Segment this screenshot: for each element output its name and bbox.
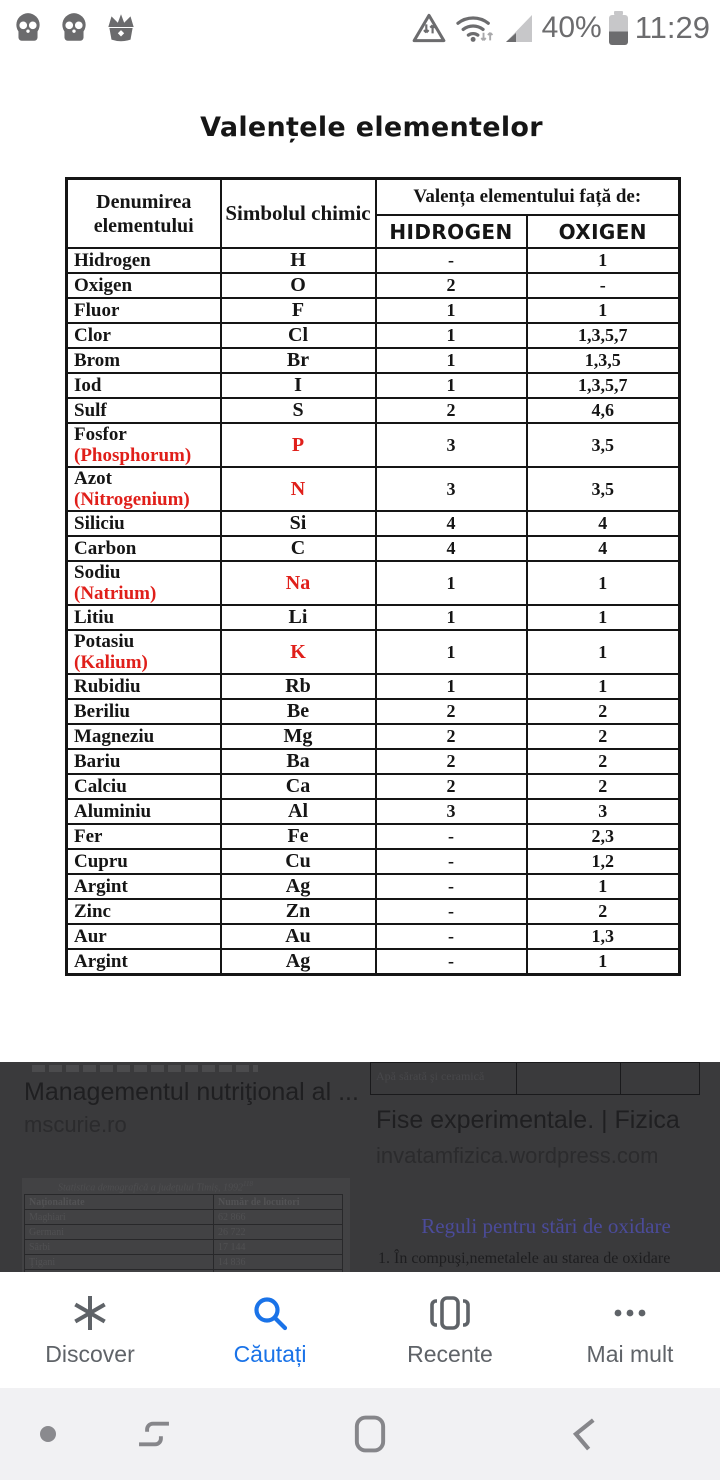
cell-valence-hydrogen: 1	[376, 561, 527, 605]
stats-cell-count: 17 144	[214, 1240, 343, 1255]
cell-chemical-symbol: N	[221, 467, 376, 511]
tab-more[interactable]	[540, 1272, 720, 1388]
stats-cell-count: 26 722	[214, 1225, 343, 1240]
cell-element-name	[67, 348, 221, 373]
element-row	[67, 373, 680, 398]
dimmed-results-section	[0, 1062, 720, 1272]
element-name-text: Aluminiu	[74, 801, 152, 822]
cell-chemical-symbol: Ca	[221, 774, 376, 799]
cell-valence-oxygen: 2	[527, 749, 680, 774]
element-row	[67, 924, 680, 949]
cell-valence-hydrogen: 4	[376, 511, 527, 536]
element-row	[67, 699, 680, 724]
cell-element-name	[67, 398, 221, 423]
cell-element-name	[67, 605, 221, 630]
battery-percent: 40%	[541, 11, 602, 44]
element-row	[67, 273, 680, 298]
cell-valence-hydrogen: 2	[376, 749, 527, 774]
signal-icon	[503, 11, 535, 45]
cell-valence-hydrogen: 2	[376, 774, 527, 799]
cell-valence-oxygen: 2	[527, 724, 680, 749]
element-row	[67, 248, 680, 273]
element-row	[67, 849, 680, 874]
cell-valence-hydrogen: 1	[376, 348, 527, 373]
element-row	[67, 749, 680, 774]
data-saver-icon	[411, 10, 447, 46]
cell-valence-oxygen: 1	[527, 248, 680, 273]
element-name-text: Sulf	[74, 400, 107, 421]
more-icon	[609, 1293, 651, 1333]
search-icon	[250, 1293, 290, 1333]
cell-valence-hydrogen: 3	[376, 467, 527, 511]
cell-valence-hydrogen: 2	[376, 273, 527, 298]
fragment-cell: Apă sărată şi ceramică	[371, 1063, 517, 1094]
element-name-text: Calciu	[74, 776, 127, 797]
wifi-icon	[454, 10, 496, 46]
result-source: invatamfizica.wordpress.com	[376, 1143, 659, 1168]
element-name-text: Oxigen	[74, 275, 133, 296]
cell-valence-oxygen: 4,6	[527, 398, 680, 423]
cell-chemical-symbol: Li	[221, 605, 376, 630]
cell-valence-hydrogen: 4	[376, 536, 527, 561]
cell-chemical-symbol: Cu	[221, 849, 376, 874]
cell-valence-hydrogen: 2	[376, 724, 527, 749]
stats-header: Naţionalitate	[25, 1195, 214, 1210]
tab-recents[interactable]	[360, 1272, 540, 1388]
cell-chemical-symbol: S	[221, 398, 376, 423]
cell-chemical-symbol: Al	[221, 799, 376, 824]
stats-cell-nationality: Sârbi	[25, 1240, 214, 1255]
element-row	[67, 298, 680, 323]
cell-valence-hydrogen: 1	[376, 630, 527, 674]
element-name-text: Potasiu	[74, 631, 135, 652]
recent-apps-icon	[131, 1413, 177, 1455]
cell-chemical-symbol: P	[221, 423, 376, 467]
element-latin-name: (Phosphorum)	[74, 445, 192, 466]
cell-valence-oxygen: 2	[527, 699, 680, 724]
header-element-name: Denumirea elementului	[67, 179, 221, 249]
cell-element-name	[67, 924, 221, 949]
element-name-text: Litiu	[74, 607, 115, 628]
tab-discover[interactable]	[0, 1272, 180, 1388]
cell-valence-oxygen: 1,3,5,7	[527, 323, 680, 348]
cell-valence-oxygen: 1,3	[527, 924, 680, 949]
back-icon	[563, 1412, 605, 1456]
cell-chemical-symbol: H	[221, 248, 376, 273]
valence-table-body	[67, 248, 680, 975]
result-source: mscurie.ro	[24, 1112, 127, 1137]
element-name-text: Beriliu	[74, 701, 130, 722]
recents-icon	[429, 1293, 471, 1333]
result-heading: Reguli pentru stări de oxidare	[421, 1214, 671, 1238]
cell-chemical-symbol: Au	[221, 924, 376, 949]
element-latin-name: (Kalium)	[74, 652, 148, 673]
result-body-line: 1. În compuşi,nemetalele au starea de oxidare	[378, 1250, 671, 1267]
element-name-text: Brom	[74, 350, 121, 371]
element-name-text: Cupru	[74, 851, 128, 872]
cell-valence-oxygen: 3,5	[527, 423, 680, 467]
result-title[interactable]: Managementul nutriţional al ...	[24, 1078, 359, 1106]
cell-valence-hydrogen: -	[376, 899, 527, 924]
element-row	[67, 824, 680, 849]
element-row	[67, 674, 680, 699]
element-row	[67, 724, 680, 749]
cell-element-name	[67, 467, 221, 511]
element-name-text: Fer	[74, 826, 103, 847]
element-row	[67, 605, 680, 630]
element-name-text: Aur	[74, 926, 107, 947]
stats-cell-count: 14 836	[214, 1255, 343, 1270]
tab-label: Recente	[407, 1340, 493, 1367]
cell-chemical-symbol: Zn	[221, 899, 376, 924]
app-bottom-nav	[0, 1272, 720, 1388]
element-name-text: Argint	[74, 951, 128, 972]
element-row	[67, 323, 680, 348]
fragment-cell	[517, 1063, 621, 1094]
cell-valence-oxygen: 1	[527, 674, 680, 699]
element-latin-name: (Nitrogenium)	[74, 489, 190, 510]
cell-valence-oxygen: 4	[527, 511, 680, 536]
header-oxygen: OXIGEN	[527, 215, 680, 248]
cell-element-name	[67, 423, 221, 467]
header-hydrogen: HIDROGEN	[376, 215, 527, 248]
cell-element-name	[67, 749, 221, 774]
element-name-text: Sodiu	[74, 562, 121, 583]
element-name-text: Rubidiu	[74, 676, 141, 697]
cell-valence-hydrogen: -	[376, 949, 527, 975]
stats-row	[25, 1225, 343, 1240]
cell-chemical-symbol: Si	[221, 511, 376, 536]
crown-icon	[102, 10, 140, 46]
tab-label: Căutați	[233, 1340, 307, 1367]
result-title[interactable]: Fise experimentale. | Fizica	[376, 1106, 680, 1134]
cell-chemical-symbol: Ag	[221, 874, 376, 899]
cell-valence-hydrogen: 2	[376, 699, 527, 724]
result-thumbnail-fragment[interactable]	[22, 1178, 350, 1272]
status-bar	[0, 0, 720, 56]
element-name-text: Argint	[74, 876, 128, 897]
notification-icons	[10, 10, 140, 46]
cell-valence-oxygen: 1,3,5	[527, 348, 680, 373]
cell-element-name	[67, 298, 221, 323]
system-nav-bar	[0, 1388, 720, 1480]
cell-chemical-symbol: I	[221, 373, 376, 398]
fragment-cell	[621, 1063, 699, 1094]
cell-valence-oxygen: 2,3	[527, 824, 680, 849]
cell-valence-oxygen: 1,2	[527, 849, 680, 874]
element-name-text: Zinc	[74, 901, 111, 922]
cell-element-name	[67, 899, 221, 924]
element-name-text: Clor	[74, 325, 111, 346]
cell-chemical-symbol: F	[221, 298, 376, 323]
element-row	[67, 511, 680, 536]
cell-element-name	[67, 949, 221, 975]
cell-element-name	[67, 273, 221, 298]
cell-element-name	[67, 561, 221, 605]
cell-element-name	[67, 536, 221, 561]
cell-valence-oxygen: -	[527, 273, 680, 298]
cell-chemical-symbol: O	[221, 273, 376, 298]
cell-valence-hydrogen: 1	[376, 323, 527, 348]
cell-element-name	[67, 248, 221, 273]
element-name-text: Iod	[74, 375, 102, 396]
element-row	[67, 899, 680, 924]
status-icons	[411, 10, 710, 46]
cell-element-name	[67, 824, 221, 849]
cell-valence-oxygen: 1	[527, 605, 680, 630]
truncated-caption-line	[32, 1065, 258, 1072]
element-name-text: Carbon	[74, 538, 137, 559]
cell-element-name	[67, 699, 221, 724]
element-row	[67, 630, 680, 674]
cell-chemical-symbol: Ba	[221, 749, 376, 774]
cell-element-name	[67, 511, 221, 536]
cell-valence-hydrogen: -	[376, 874, 527, 899]
cell-element-name	[67, 849, 221, 874]
recent-apps-button[interactable]	[131, 1413, 177, 1455]
cell-valence-hydrogen: 3	[376, 423, 527, 467]
back-button[interactable]	[563, 1412, 605, 1456]
cell-valence-hydrogen: -	[376, 248, 527, 273]
cell-valence-hydrogen: -	[376, 824, 527, 849]
cell-valence-oxygen: 1	[527, 630, 680, 674]
element-row	[67, 398, 680, 423]
element-name-text: Fosfor	[74, 424, 127, 445]
cell-valence-hydrogen: -	[376, 924, 527, 949]
element-name-text: Hidrogen	[74, 250, 151, 271]
cell-valence-oxygen: 2	[527, 899, 680, 924]
nav-pin-dot[interactable]	[40, 1426, 56, 1442]
cell-chemical-symbol: Ag	[221, 949, 376, 975]
tab-label: Discover	[45, 1340, 135, 1367]
element-row	[67, 423, 680, 467]
stats-header: Număr de locuitori	[214, 1195, 343, 1210]
cell-chemical-symbol: Na	[221, 561, 376, 605]
element-name-text: Azot	[74, 468, 112, 489]
cell-valence-oxygen: 1	[527, 949, 680, 975]
element-row	[67, 536, 680, 561]
battery-icon	[609, 15, 628, 45]
element-name-text: Siliciu	[74, 513, 125, 534]
stats-row	[25, 1210, 343, 1225]
element-name-text: Magneziu	[74, 726, 155, 747]
cell-valence-oxygen: 3	[527, 799, 680, 824]
element-row	[67, 561, 680, 605]
element-name-text: Bariu	[74, 751, 121, 772]
header-valence-span: Valența elementului față de:	[376, 179, 680, 216]
stats-row	[25, 1255, 343, 1270]
cell-valence-oxygen: 4	[527, 536, 680, 561]
stats-cell-nationality: Maghiari	[25, 1210, 214, 1225]
cell-valence-hydrogen: -	[376, 849, 527, 874]
home-button[interactable]	[348, 1411, 392, 1457]
element-row	[67, 467, 680, 511]
element-row	[67, 799, 680, 824]
cell-valence-hydrogen: 1	[376, 373, 527, 398]
cell-chemical-symbol: Cl	[221, 323, 376, 348]
cell-element-name	[67, 799, 221, 824]
cell-valence-oxygen: 2	[527, 774, 680, 799]
cell-valence-hydrogen: 1	[376, 605, 527, 630]
page-title: Valențele elementelor	[200, 112, 543, 143]
cell-chemical-symbol: Fe	[221, 824, 376, 849]
element-row	[67, 874, 680, 899]
valence-table	[65, 177, 681, 976]
stats-cell-nationality: Ţigani	[25, 1255, 214, 1270]
cell-chemical-symbol: Br	[221, 348, 376, 373]
cell-chemical-symbol: C	[221, 536, 376, 561]
element-row	[67, 949, 680, 975]
cell-chemical-symbol: Rb	[221, 674, 376, 699]
skull-icon	[10, 10, 46, 46]
home-icon	[348, 1411, 392, 1457]
cell-valence-oxygen: 1,3,5,7	[527, 373, 680, 398]
stats-cell-nationality: Germani	[25, 1225, 214, 1240]
cell-chemical-symbol: Be	[221, 699, 376, 724]
element-latin-name: (Natrium)	[74, 583, 157, 604]
cell-element-name	[67, 724, 221, 749]
cell-valence-hydrogen: 3	[376, 799, 527, 824]
cell-valence-hydrogen: 1	[376, 674, 527, 699]
skull-icon	[56, 10, 92, 46]
cell-element-name	[67, 630, 221, 674]
stats-caption: Statistica demografică a județului Timiș, 1992$^{118}$	[58, 1180, 253, 1194]
cell-element-name	[67, 674, 221, 699]
cell-chemical-symbol: Mg	[221, 724, 376, 749]
cell-valence-oxygen: 1	[527, 561, 680, 605]
element-name-text: Fluor	[74, 300, 120, 321]
valence-table-header	[67, 179, 680, 249]
header-chemical-symbol: Simbolul chimic	[221, 179, 376, 249]
tab-search[interactable]	[180, 1272, 360, 1388]
cell-valence-hydrogen: 2	[376, 398, 527, 423]
stats-cell-count: 62 866	[214, 1210, 343, 1225]
element-row	[67, 774, 680, 799]
cell-valence-hydrogen: 1	[376, 298, 527, 323]
tab-label: Mai mult	[586, 1340, 674, 1367]
cell-valence-oxygen: 3,5	[527, 467, 680, 511]
cell-chemical-symbol: K	[221, 630, 376, 674]
cell-element-name	[67, 874, 221, 899]
result-thumbnail-fragment[interactable]	[370, 1062, 700, 1095]
clock: 11:29	[634, 10, 710, 45]
cell-valence-oxygen: 1	[527, 874, 680, 899]
stats-row	[25, 1240, 343, 1255]
discover-icon	[70, 1293, 110, 1333]
cell-element-name	[67, 774, 221, 799]
cell-element-name	[67, 323, 221, 348]
element-row	[67, 348, 680, 373]
cell-valence-oxygen: 1	[527, 298, 680, 323]
cell-element-name	[67, 373, 221, 398]
